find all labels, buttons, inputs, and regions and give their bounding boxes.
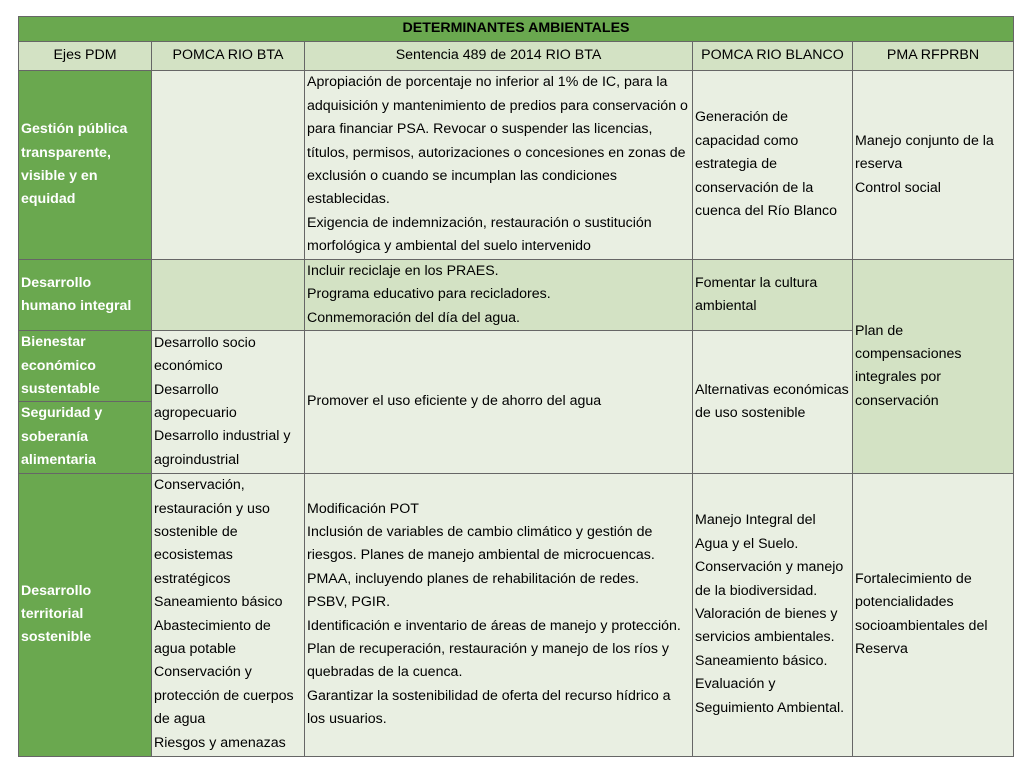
pma-cell: Plan de compensaciones integrales por conservación [853,260,1014,474]
sentencia-cell: Incluir reciclaje en los PRAES. Programa educativo para recicladores. Conmemoración del día del agua. [305,260,693,331]
header-sentencia: Sentencia 489 de 2014 RIO BTA [305,42,693,71]
pomca-bta-cell: Desarrollo socio económico Desarrollo agropecuario Desarrollo industrial y agroindustrial [152,331,305,473]
axis-cell: Gestión pública transparente, visible y en equidad [19,71,152,260]
pomca-blanco-cell: Generación de capacidad como estrategia de conservación de la cuenca del Río Blanco [693,71,853,260]
axis-cell: Bienestar económico sustentable [19,331,152,402]
pomca-blanco-cell: Alternativas económicas de uso sostenible [693,331,853,473]
axis-cell: Desarrollo humano integral [19,260,152,331]
axis-cell: Seguridad y soberanía alimentaria [19,402,152,473]
pomca-bta-cell [152,260,305,331]
pomca-bta-cell: Conservación, restauración y uso sostenible de ecosistemas estratégicos Saneamiento básico Abastecimiento de agua potable Conservación y protección de cuerpos de agua Riesgos y amenazas [152,473,305,756]
header-row [19,42,1014,71]
title-row [19,17,1014,42]
table-row [19,71,1014,260]
sentencia-cell: Modificación POT Inclusión de variables de cambio climático y gestión de riesgos. Planes de manejo ambiental de microcuencas. PMAA, incluyendo planes de rehabilitación de redes. PSBV, PGIR. Identificación e inventario de áreas de manejo y protección. Plan de recuperación, restauración y manejo de los ríos y quebradas de la cuenca. Garantizar la sostenibilidad de oferta del recurso hídrico a los usuarios. [305,473,693,756]
table-title: DETERMINANTES AMBIENTALES [19,17,1014,42]
table-row [19,260,1014,331]
pomca-bta-cell [152,71,305,260]
determinantes-table [18,16,1014,757]
header-pomca-rio-blanco: POMCA RIO BLANCO [693,42,853,71]
pomca-blanco-cell: Fomentar la cultura ambiental [693,260,853,331]
pomca-blanco-cell: Manejo Integral del Agua y el Suelo. Conservación y manejo de la biodiversidad. Valoración de bienes y servicios ambientales. Saneamiento básico. Evaluación y Seguimiento Ambiental. [693,473,853,756]
header-ejes-pdm: Ejes PDM [19,42,152,71]
pma-cell: Fortalecimiento de potencialidades socioambientales del Reserva [853,473,1014,756]
table-row [19,473,1014,756]
sentencia-cell: Apropiación de porcentaje no inferior al 1% de IC, para la adquisición y mantenimiento de predios para conservación o para financiar PSA. Revocar o suspender las licencias, títulos, permisos, autorizaciones o concesiones en zonas de exclusión o cuando se incumplan las condiciones establecidas. Exigencia de indemnización, restauración o sustitución morfológica y ambiental del suelo intervenido [305,71,693,260]
sentencia-cell: Promover el uso eficiente y de ahorro del agua [305,331,693,473]
header-pomca-rio-bta: POMCA RIO BTA [152,42,305,71]
header-pma-rfprbn: PMA RFPRBN [853,42,1014,71]
axis-cell: Desarrollo territorial sostenible [19,473,152,756]
pma-cell: Manejo conjunto de la reserva Control social [853,71,1014,260]
